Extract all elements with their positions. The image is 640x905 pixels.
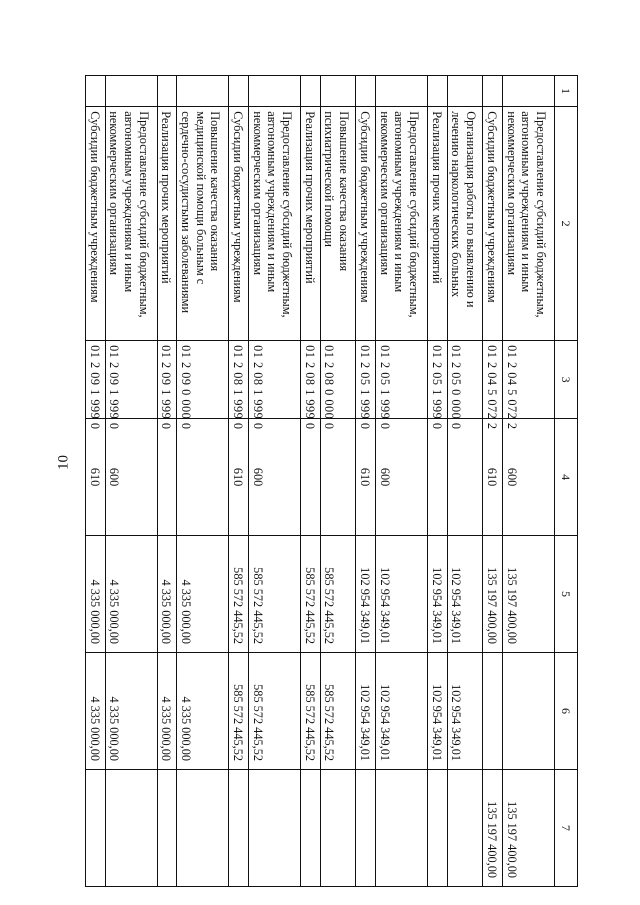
cell-col-1	[447, 76, 483, 107]
cell-code: 01 2 09 1 999 0	[157, 341, 177, 419]
cell-sum-5: 4 335 000,00	[105, 536, 157, 653]
cell-sum-7	[427, 770, 447, 887]
cell-col-1	[229, 76, 249, 107]
cell-sum-6: 4 335 000,00	[105, 653, 157, 770]
cell-col-1	[427, 76, 447, 107]
header-row	[555, 76, 578, 887]
cell-name: Субсидии бюджетным учреждениям	[356, 107, 376, 341]
cell-sum-5: 102 954 349,01	[356, 536, 376, 653]
cell-code: 01 2 09 1 999 0	[105, 341, 157, 419]
cell-sum-7: 135 197 400,00	[502, 770, 554, 887]
cell-sum-6: 4 335 000,00	[86, 653, 106, 770]
cell-name: Повышение качества оказания медицинской помощи больным с сердечно-сосудистыми заболеваниями	[177, 107, 229, 341]
cell-sum-5: 4 335 000,00	[177, 536, 229, 653]
cell-sum-6: 102 954 349,01	[356, 653, 376, 770]
cell-name: Организация работы по выявлению и лечению наркологических больных	[447, 107, 483, 341]
table-row	[502, 76, 554, 887]
rotated-table-container	[85, 75, 578, 887]
cell-name: Предоставление субсидий бюджетным, автономным учреждениям и иным некоммерческим организациям	[105, 107, 157, 341]
cell-sum-7	[248, 770, 300, 887]
cell-name: Реализация прочих мероприятий	[157, 107, 177, 341]
cell-code: 01 2 04 5 072 2	[483, 341, 503, 419]
cell-sum-6: 585 572 445,52	[229, 653, 249, 770]
cell-sum-6: 4 335 000,00	[157, 653, 177, 770]
cell-sum-6: 585 572 445,52	[300, 653, 320, 770]
cell-vr	[447, 419, 483, 536]
cell-col-1	[86, 76, 106, 107]
cell-code: 01 2 08 1 999 0	[229, 341, 249, 419]
cell-vr: 600	[502, 419, 554, 536]
cell-code: 01 2 09 1 999 0	[86, 341, 106, 419]
cell-sum-7: 135 197 400,00	[483, 770, 503, 887]
cell-sum-5: 102 954 349,01	[427, 536, 447, 653]
table-row	[177, 76, 229, 887]
table-row	[375, 76, 427, 887]
cell-sum-5: 4 335 000,00	[157, 536, 177, 653]
cell-sum-7	[177, 770, 229, 887]
cell-sum-5: 4 335 000,00	[86, 536, 106, 653]
table-row	[356, 76, 376, 887]
table-row	[105, 76, 157, 887]
cell-sum-5: 102 954 349,01	[375, 536, 427, 653]
cell-sum-6: 102 954 349,01	[427, 653, 447, 770]
cell-col-1	[356, 76, 376, 107]
cell-code: 01 2 04 5 072 2	[502, 341, 554, 419]
cell-sum-5: 585 572 445,52	[300, 536, 320, 653]
table-body	[86, 76, 555, 887]
cell-name: Предоставление субсидий бюджетным, автономным учреждениям и иным некоммерческим организациям	[375, 107, 427, 341]
cell-col-1	[177, 76, 229, 107]
cell-vr: 600	[248, 419, 300, 536]
cell-vr: 600	[375, 419, 427, 536]
cell-code: 01 2 05 0 000 0	[447, 341, 483, 419]
cell-name: Предоставление субсидий бюджетным, автономным учреждениям и иным некоммерческим организациям	[248, 107, 300, 341]
cell-vr: 610	[483, 419, 503, 536]
cell-vr	[300, 419, 320, 536]
cell-sum-5: 135 197 400,00	[502, 536, 554, 653]
header-col-5: 5	[555, 536, 578, 653]
cell-name: Субсидии бюджетным учреждениям	[86, 107, 106, 341]
cell-sum-5: 585 572 445,52	[229, 536, 249, 653]
cell-sum-6: 102 954 349,01	[375, 653, 427, 770]
cell-sum-5: 102 954 349,01	[447, 536, 483, 653]
cell-sum-6: 585 572 445,52	[320, 653, 356, 770]
cell-col-1	[157, 76, 177, 107]
cell-name: Реализация прочих мероприятий	[300, 107, 320, 341]
cell-code: 01 2 08 1 999 0	[300, 341, 320, 419]
cell-name: Реализация прочих мероприятий	[427, 107, 447, 341]
header-col-2: 2	[555, 107, 578, 341]
cell-sum-6: 585 572 445,52	[248, 653, 300, 770]
cell-vr	[157, 419, 177, 536]
cell-name: Повышение качества оказания психиатрической помощи	[320, 107, 356, 341]
table-row	[320, 76, 356, 887]
cell-vr: 610	[229, 419, 249, 536]
table-header	[555, 76, 578, 887]
cell-sum-5: 135 197 400,00	[483, 536, 503, 653]
cell-sum-7	[229, 770, 249, 887]
cell-col-1	[502, 76, 554, 107]
cell-vr	[177, 419, 229, 536]
cell-sum-6	[502, 653, 554, 770]
cell-sum-7	[86, 770, 106, 887]
cell-name: Субсидии бюджетным учреждениям	[483, 107, 503, 341]
cell-sum-7	[375, 770, 427, 887]
cell-name: Предоставление субсидий бюджетным, автономным учреждениям и иным некоммерческим организациям	[502, 107, 554, 341]
cell-code: 01 2 05 1 999 0	[375, 341, 427, 419]
cell-sum-6: 4 335 000,00	[177, 653, 229, 770]
cell-vr	[427, 419, 447, 536]
header-col-6: 6	[555, 653, 578, 770]
cell-vr: 600	[105, 419, 157, 536]
cell-sum-7	[356, 770, 376, 887]
cell-sum-7	[447, 770, 483, 887]
page-number: 10	[55, 455, 72, 470]
cell-code: 01 2 08 0 000 0	[320, 341, 356, 419]
cell-col-1	[300, 76, 320, 107]
table-row	[447, 76, 483, 887]
table-row	[300, 76, 320, 887]
cell-code: 01 2 05 1 999 0	[427, 341, 447, 419]
cell-code: 01 2 05 1 999 0	[356, 341, 376, 419]
cell-vr	[320, 419, 356, 536]
cell-sum-5: 585 572 445,52	[248, 536, 300, 653]
table-row	[483, 76, 503, 887]
cell-name: Субсидии бюджетным учреждениям	[229, 107, 249, 341]
budget-table	[85, 75, 578, 887]
header-col-7: 7	[555, 770, 578, 887]
cell-col-1	[320, 76, 356, 107]
cell-col-1	[105, 76, 157, 107]
cell-sum-7	[320, 770, 356, 887]
header-col-1: 1	[555, 76, 578, 107]
table-row	[86, 76, 106, 887]
cell-sum-7	[300, 770, 320, 887]
table-row	[229, 76, 249, 887]
table-row	[427, 76, 447, 887]
cell-col-1	[248, 76, 300, 107]
cell-vr: 610	[356, 419, 376, 536]
header-col-4: 4	[555, 419, 578, 536]
table-row	[157, 76, 177, 887]
cell-code: 01 2 08 1 999 0	[248, 341, 300, 419]
cell-sum-7	[105, 770, 157, 887]
cell-sum-5: 585 572 445,52	[320, 536, 356, 653]
cell-sum-6: 102 954 349,01	[447, 653, 483, 770]
cell-col-1	[483, 76, 503, 107]
table-row	[248, 76, 300, 887]
cell-sum-6	[483, 653, 503, 770]
cell-col-1	[375, 76, 427, 107]
header-col-3: 3	[555, 341, 578, 419]
cell-sum-7	[157, 770, 177, 887]
cell-code: 01 2 09 0 000 0	[177, 341, 229, 419]
cell-vr: 610	[86, 419, 106, 536]
